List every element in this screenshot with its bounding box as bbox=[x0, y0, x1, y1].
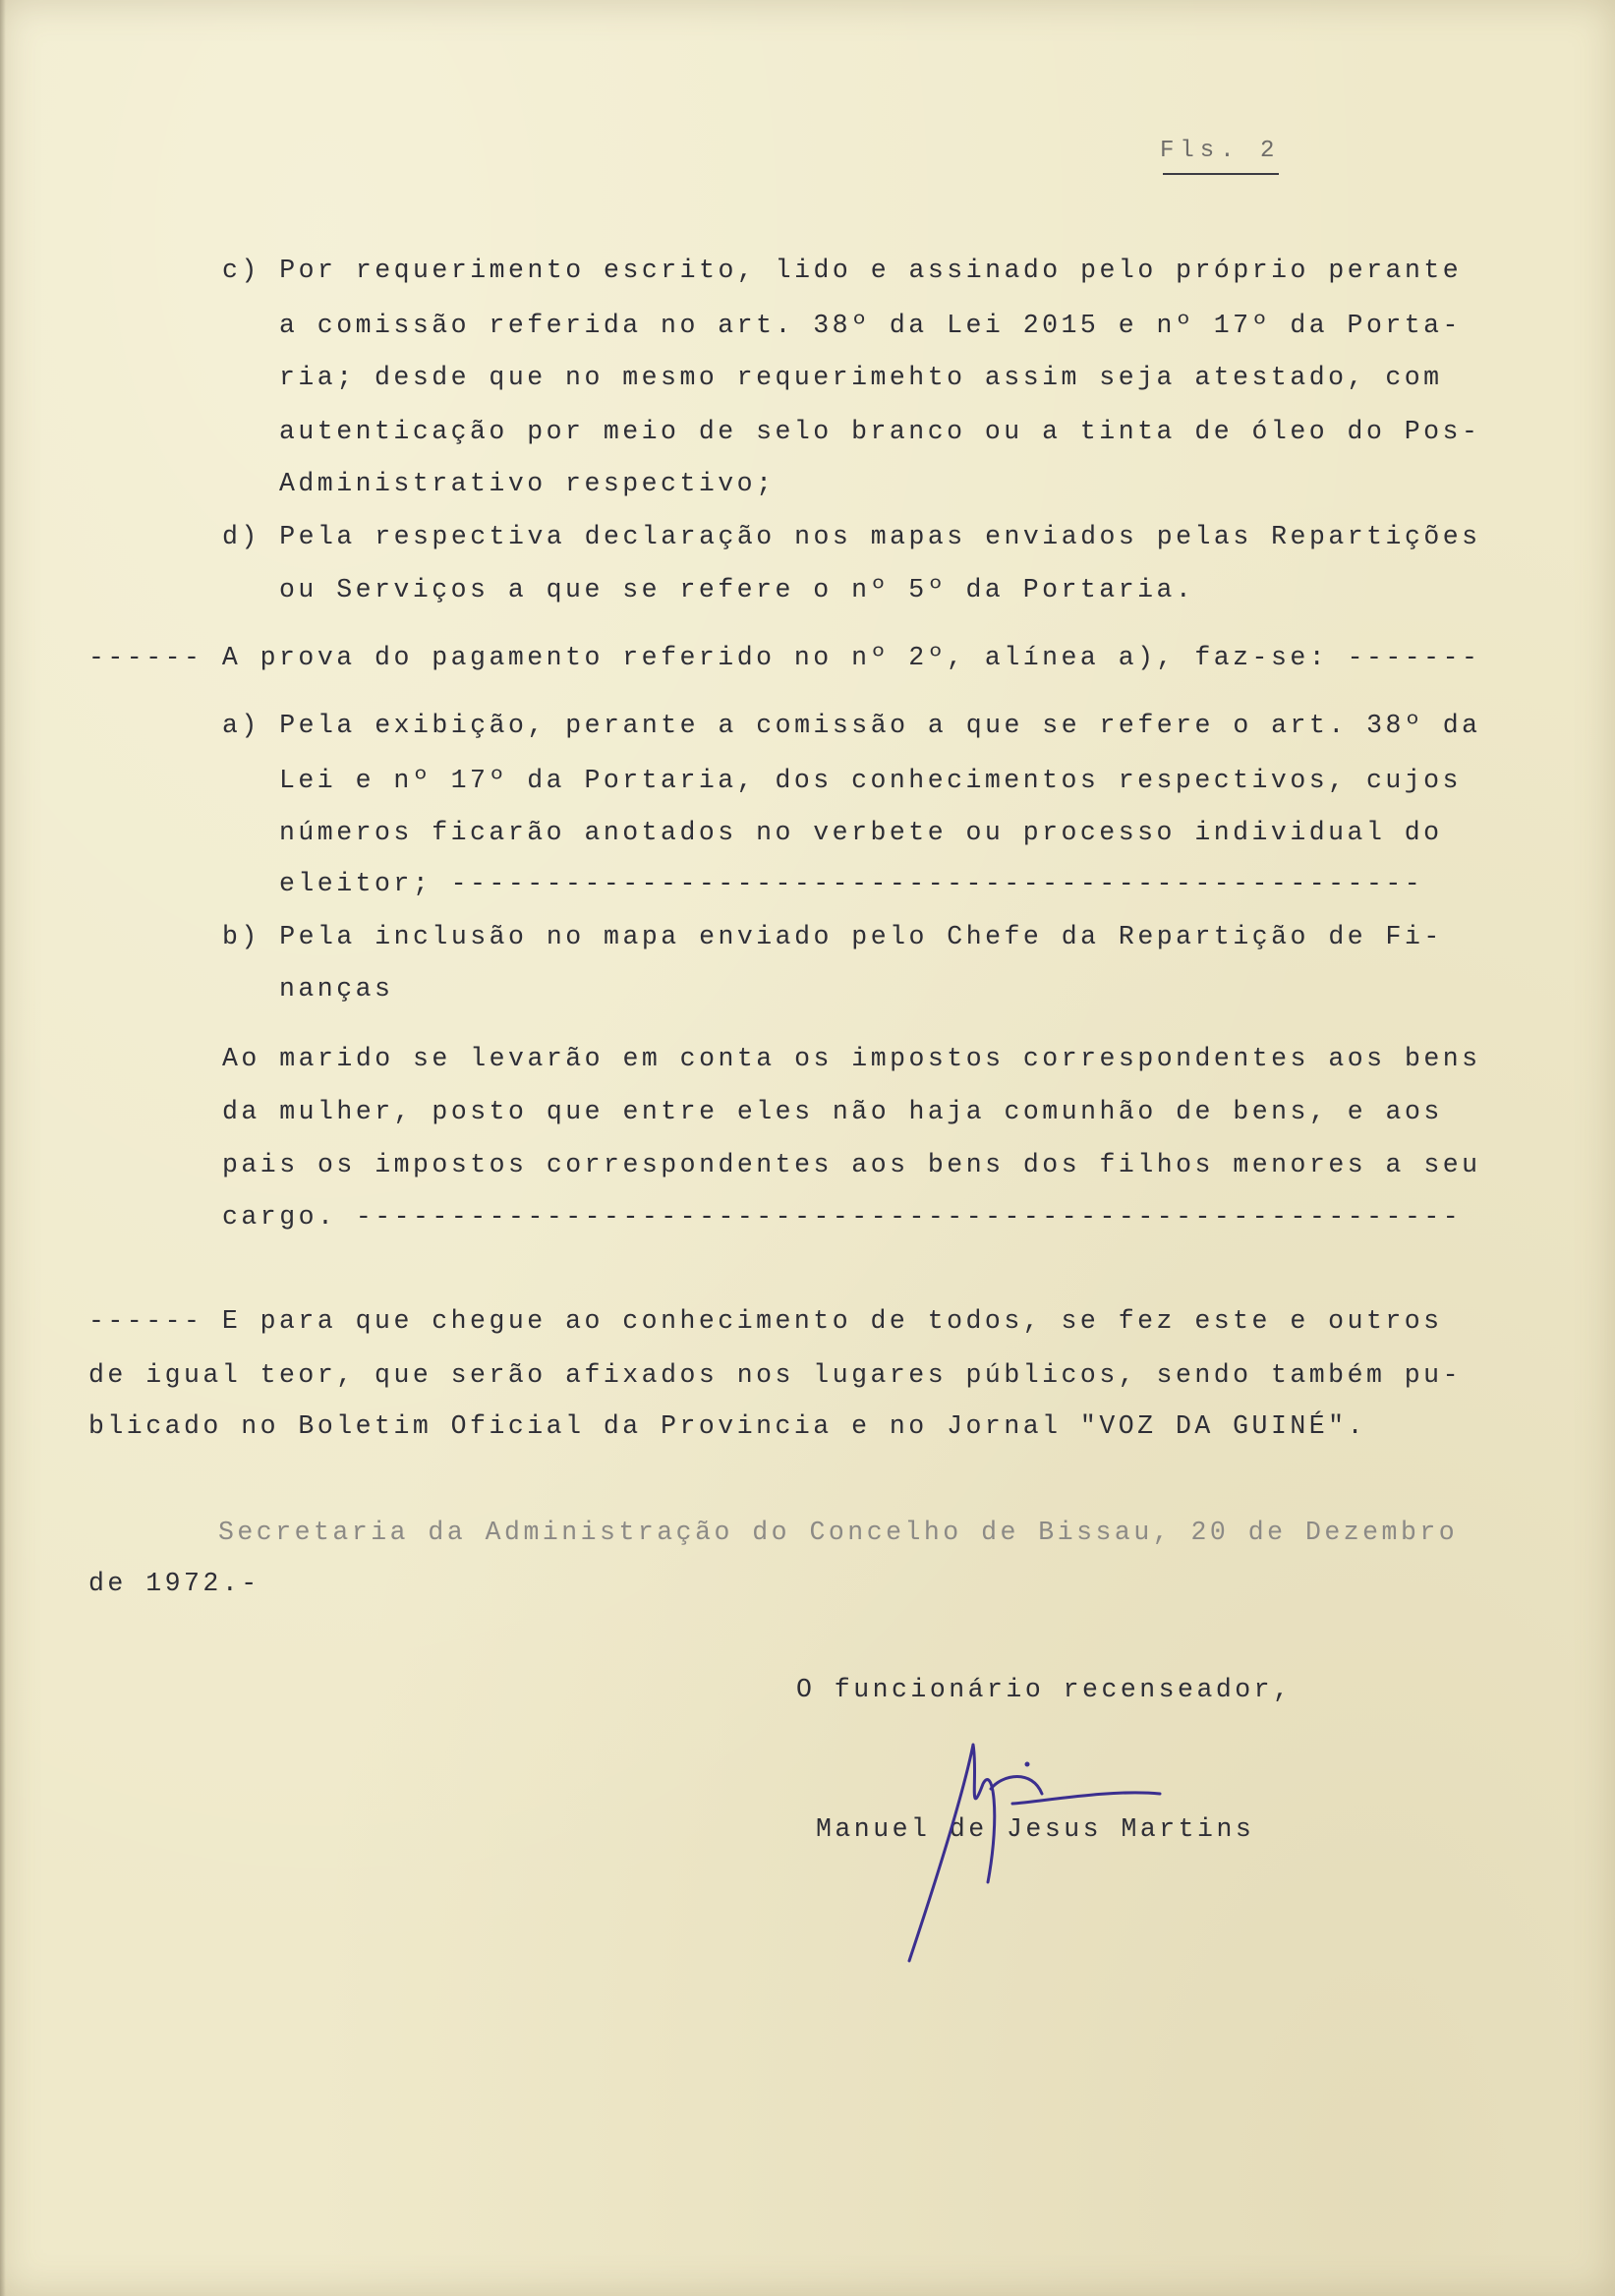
signatory-role: O funcionário recenseador, bbox=[796, 1675, 1293, 1704]
closing-line-1: ------ E para que chegue ao conhecimento de todos, se fez este e outros bbox=[88, 1306, 1443, 1336]
item-c-line-4: autenticação por meio de selo branco ou a tinta de óleo do Pos- bbox=[279, 417, 1481, 446]
item-a-line-4: eleitor; --------------------------------------------------- bbox=[279, 869, 1424, 898]
item-c-line-1: c) Por requerimento escrito, lido e assinado pelo próprio perante bbox=[222, 256, 1463, 285]
marido-line-3: pais os impostos correspondentes aos bens dos filhos menores a seu bbox=[222, 1150, 1481, 1179]
place-date-line-1: Secretaria da Administração do Concelho de Bissau, 20 de Dezembro bbox=[218, 1518, 1459, 1547]
place-date-line-2: de 1972.- bbox=[88, 1569, 260, 1598]
closing-line-2: de igual teor, que serão afixados nos lugares públicos, sendo também pu- bbox=[88, 1360, 1462, 1390]
marido-line-4: cargo. ---------------------------------------------------------- bbox=[222, 1202, 1463, 1232]
item-b-line-1: b) Pela inclusão no mapa enviado pelo Chefe da Repartição de Fi- bbox=[222, 922, 1443, 951]
item-c-line-2: a comissão referida no art. 38º da Lei 2015 e nº 17º da Porta- bbox=[279, 311, 1462, 340]
prova-intro-line: ------ A prova do pagamento referido no nº 2º, alínea a), faz-se: ------- bbox=[88, 643, 1481, 672]
item-a-line-1: a) Pela exibição, perante a comissão a que se refere o art. 38º da bbox=[222, 711, 1481, 740]
handwritten-signature bbox=[885, 1735, 1180, 1971]
page-edge-shadow bbox=[0, 0, 6, 2296]
closing-line-3: blicado no Boletim Oficial da Provincia e no Jornal "VOZ DA GUINÉ". bbox=[88, 1411, 1366, 1441]
marido-line-2: da mulher, posto que entre eles não haja comunhão de bens, e aos bbox=[222, 1097, 1443, 1126]
item-d-line-1: d) Pela respectiva declaração nos mapas enviados pelas Repartições bbox=[222, 522, 1481, 551]
item-d-line-2: ou Serviços a que se refere o nº 5º da Portaria. bbox=[279, 575, 1195, 604]
item-c-line-5: Administrativo respectivo; bbox=[279, 469, 776, 498]
item-a-line-2: Lei e nº 17º da Portaria, dos conhecimentos respectivos, cujos bbox=[279, 766, 1462, 795]
page-marker-underline bbox=[1163, 173, 1279, 175]
page-marker: Fls. 2 bbox=[1160, 138, 1281, 164]
item-c-line-3: ria; desde que no mesmo requerimehto assim seja atestado, com bbox=[279, 363, 1443, 392]
item-a-line-3: números ficarão anotados no verbete ou processo individual do bbox=[279, 818, 1443, 847]
item-b-line-2: nanças bbox=[279, 974, 394, 1004]
signatory-name: Manuel de Jesus Martins bbox=[816, 1814, 1255, 1844]
marido-line-1: Ao marido se levarão em conta os impostos correspondentes aos bens bbox=[222, 1044, 1481, 1073]
